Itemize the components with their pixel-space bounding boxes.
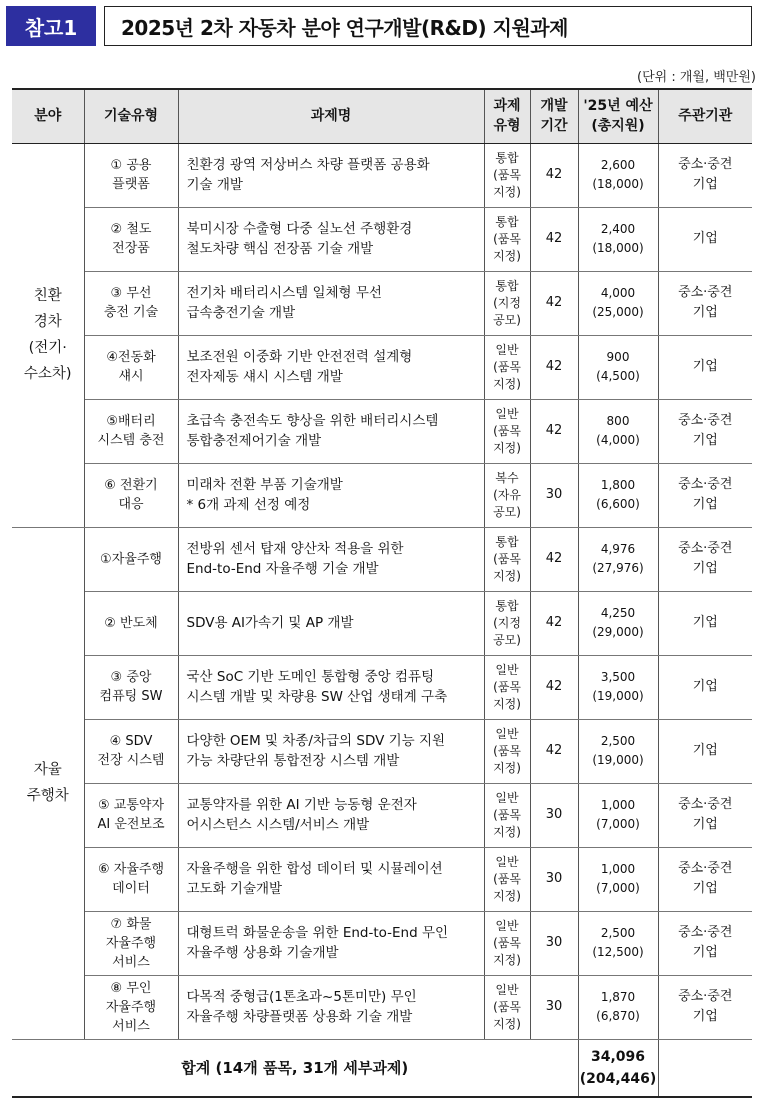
budget-cell: 2,500 (19,000) — [578, 719, 658, 783]
table-row — [12, 335, 752, 399]
category-cell: 일반 (품목 지정) — [484, 847, 530, 911]
period-cell: 42 — [530, 719, 578, 783]
table-row — [12, 399, 752, 463]
period-cell: 30 — [530, 847, 578, 911]
col-header-tech-type: 기술유형 — [84, 89, 178, 143]
category-cell: 통합 (품목 지정) — [484, 143, 530, 207]
budget-cell: 2,400 (18,000) — [578, 207, 658, 271]
budget-cell: 1,000 (7,000) — [578, 847, 658, 911]
org-cell: 기업 — [658, 591, 752, 655]
budget-cell: 900 (4,500) — [578, 335, 658, 399]
page-title: 2025년 2차 자동차 분야 연구개발(R&D) 지원과제 — [104, 6, 752, 46]
org-cell: 기업 — [658, 719, 752, 783]
period-cell: 30 — [530, 975, 578, 1039]
category-cell: 통합 (지정 공모) — [484, 271, 530, 335]
category-cell: 복수 (자유 공모) — [484, 463, 530, 527]
org-cell: 기업 — [658, 335, 752, 399]
total-budget: 34,096 (204,446) — [578, 1039, 658, 1097]
header — [6, 6, 752, 46]
field-cell: 자율 주행차 — [12, 527, 84, 1039]
period-cell: 30 — [530, 783, 578, 847]
org-cell: 중소·중견 기업 — [658, 271, 752, 335]
category-cell: 일반 (품목 지정) — [484, 719, 530, 783]
col-header-project-name: 과제명 — [178, 89, 484, 143]
budget-cell: 3,500 (19,000) — [578, 655, 658, 719]
table-row — [12, 911, 752, 975]
project-name-cell: 친환경 광역 저상버스 차량 플랫폼 공용화 기술 개발 — [178, 143, 484, 207]
project-table — [12, 88, 752, 1098]
project-name-cell: 초급속 충전속도 향상을 위한 배터리시스템 통합충전제어기술 개발 — [178, 399, 484, 463]
table-row — [12, 271, 752, 335]
tech-type-cell: ⑥ 전환기 대응 — [84, 463, 178, 527]
period-cell: 42 — [530, 655, 578, 719]
table-row — [12, 655, 752, 719]
period-cell: 42 — [530, 399, 578, 463]
tech-type-cell: ①자율주행 — [84, 527, 178, 591]
category-cell: 일반 (품목 지정) — [484, 975, 530, 1039]
total-label: 합계 (14개 품목, 31개 세부과제) — [12, 1039, 578, 1097]
project-name-cell: 대형트럭 화물운송을 위한 End-to-End 무인 자율주행 상용화 기술개발 — [178, 911, 484, 975]
tech-type-cell: ⑧ 무인 자율주행 서비스 — [84, 975, 178, 1039]
org-cell: 중소·중견 기업 — [658, 847, 752, 911]
org-cell: 기업 — [658, 655, 752, 719]
project-name-cell: SDV용 AI가속기 및 AP 개발 — [178, 591, 484, 655]
budget-cell: 2,500 (12,500) — [578, 911, 658, 975]
project-name-cell: 미래차 전환 부품 기술개발 * 6개 과제 선정 예정 — [178, 463, 484, 527]
unit-note: (단위 : 개월, 백만원) — [637, 70, 756, 85]
table-row — [12, 591, 752, 655]
col-header-category: 과제 유형 — [484, 89, 530, 143]
tech-type-cell: ③ 무선 충전 기술 — [84, 271, 178, 335]
project-name-cell: 전기차 배터리시스템 일체형 무선 급속충전기술 개발 — [178, 271, 484, 335]
tech-type-cell: ① 공용 플랫폼 — [84, 143, 178, 207]
project-name-cell: 전방위 센서 탑재 양산차 적용을 위한 End-to-End 자율주행 기술 개발 — [178, 527, 484, 591]
project-name-cell: 다목적 중형급(1톤초과~5톤미만) 무인 자율주행 차량플랫폼 상용화 기술 개발 — [178, 975, 484, 1039]
budget-cell: 800 (4,000) — [578, 399, 658, 463]
category-cell: 일반 (품목 지정) — [484, 335, 530, 399]
reference-badge: 참고1 — [6, 6, 96, 46]
org-cell: 중소·중견 기업 — [658, 143, 752, 207]
tech-type-cell: ⑤ 교통약자 AI 운전보조 — [84, 783, 178, 847]
category-cell: 통합 (지정 공모) — [484, 591, 530, 655]
category-cell: 통합 (품목 지정) — [484, 527, 530, 591]
period-cell: 42 — [530, 207, 578, 271]
period-cell: 42 — [530, 335, 578, 399]
period-cell: 42 — [530, 143, 578, 207]
budget-cell: 4,976 (27,976) — [578, 527, 658, 591]
tech-type-cell: ③ 중앙 컴퓨팅 SW — [84, 655, 178, 719]
table-header-row — [12, 89, 752, 143]
table-row — [12, 207, 752, 271]
period-cell: 42 — [530, 271, 578, 335]
tech-type-cell: ④전동화 섀시 — [84, 335, 178, 399]
project-name-cell: 교통약자를 위한 AI 기반 능동형 운전자 어시스턴스 시스템/서비스 개발 — [178, 783, 484, 847]
project-name-cell: 자율주행을 위한 합성 데이터 및 시뮬레이션 고도화 기술개발 — [178, 847, 484, 911]
category-cell: 일반 (품목 지정) — [484, 399, 530, 463]
period-cell: 30 — [530, 911, 578, 975]
tech-type-cell: ② 반도체 — [84, 591, 178, 655]
budget-cell: 4,250 (29,000) — [578, 591, 658, 655]
tech-type-cell: ⑥ 자율주행 데이터 — [84, 847, 178, 911]
project-name-cell: 북미시장 수출형 다중 실노선 주행환경 철도차량 핵심 전장품 기술 개발 — [178, 207, 484, 271]
budget-cell: 4,000 (25,000) — [578, 271, 658, 335]
tech-type-cell: ② 철도 전장품 — [84, 207, 178, 271]
table-body — [12, 143, 752, 1097]
category-cell: 일반 (품목 지정) — [484, 655, 530, 719]
project-name-cell: 국산 SoC 기반 도메인 통합형 중앙 컴퓨팅 시스템 개발 및 차량용 SW 산업 생태계 구축 — [178, 655, 484, 719]
budget-cell: 1,000 (7,000) — [578, 783, 658, 847]
budget-cell: 1,870 (6,870) — [578, 975, 658, 1039]
tech-type-cell: ⑦ 화물 자율주행 서비스 — [84, 911, 178, 975]
table-row — [12, 143, 752, 207]
col-header-field: 분야 — [12, 89, 84, 143]
tech-type-cell: ⑤배터리 시스템 충전 — [84, 399, 178, 463]
total-empty-cell — [658, 1039, 752, 1097]
org-cell: 중소·중견 기업 — [658, 975, 752, 1039]
org-cell: 중소·중견 기업 — [658, 399, 752, 463]
total-row — [12, 1039, 752, 1097]
org-cell: 중소·중견 기업 — [658, 527, 752, 591]
project-name-cell: 보조전원 이중화 기반 안전전력 설계형 전자제동 섀시 시스템 개발 — [178, 335, 484, 399]
period-cell: 42 — [530, 591, 578, 655]
col-header-budget: '25년 예산 (총지원) — [578, 89, 658, 143]
project-name-cell: 다양한 OEM 및 차종/차급의 SDV 기능 지원 가능 차량단위 통합전장 시스템 개발 — [178, 719, 484, 783]
table-row — [12, 975, 752, 1039]
table-row — [12, 783, 752, 847]
table-row — [12, 463, 752, 527]
tech-type-cell: ④ SDV 전장 시스템 — [84, 719, 178, 783]
col-header-period: 개발 기간 — [530, 89, 578, 143]
period-cell: 30 — [530, 463, 578, 527]
budget-cell: 2,600 (18,000) — [578, 143, 658, 207]
org-cell: 중소·중견 기업 — [658, 463, 752, 527]
category-cell: 일반 (품목 지정) — [484, 911, 530, 975]
org-cell: 기업 — [658, 207, 752, 271]
table-row — [12, 719, 752, 783]
budget-cell: 1,800 (6,600) — [578, 463, 658, 527]
table-row — [12, 527, 752, 591]
col-header-org: 주관기관 — [658, 89, 752, 143]
org-cell: 중소·중견 기업 — [658, 783, 752, 847]
category-cell: 통합 (품목 지정) — [484, 207, 530, 271]
period-cell: 42 — [530, 527, 578, 591]
category-cell: 일반 (품목 지정) — [484, 783, 530, 847]
org-cell: 중소·중견 기업 — [658, 911, 752, 975]
table-row — [12, 847, 752, 911]
field-cell: 친환 경차 (전기· 수소차) — [12, 143, 84, 527]
